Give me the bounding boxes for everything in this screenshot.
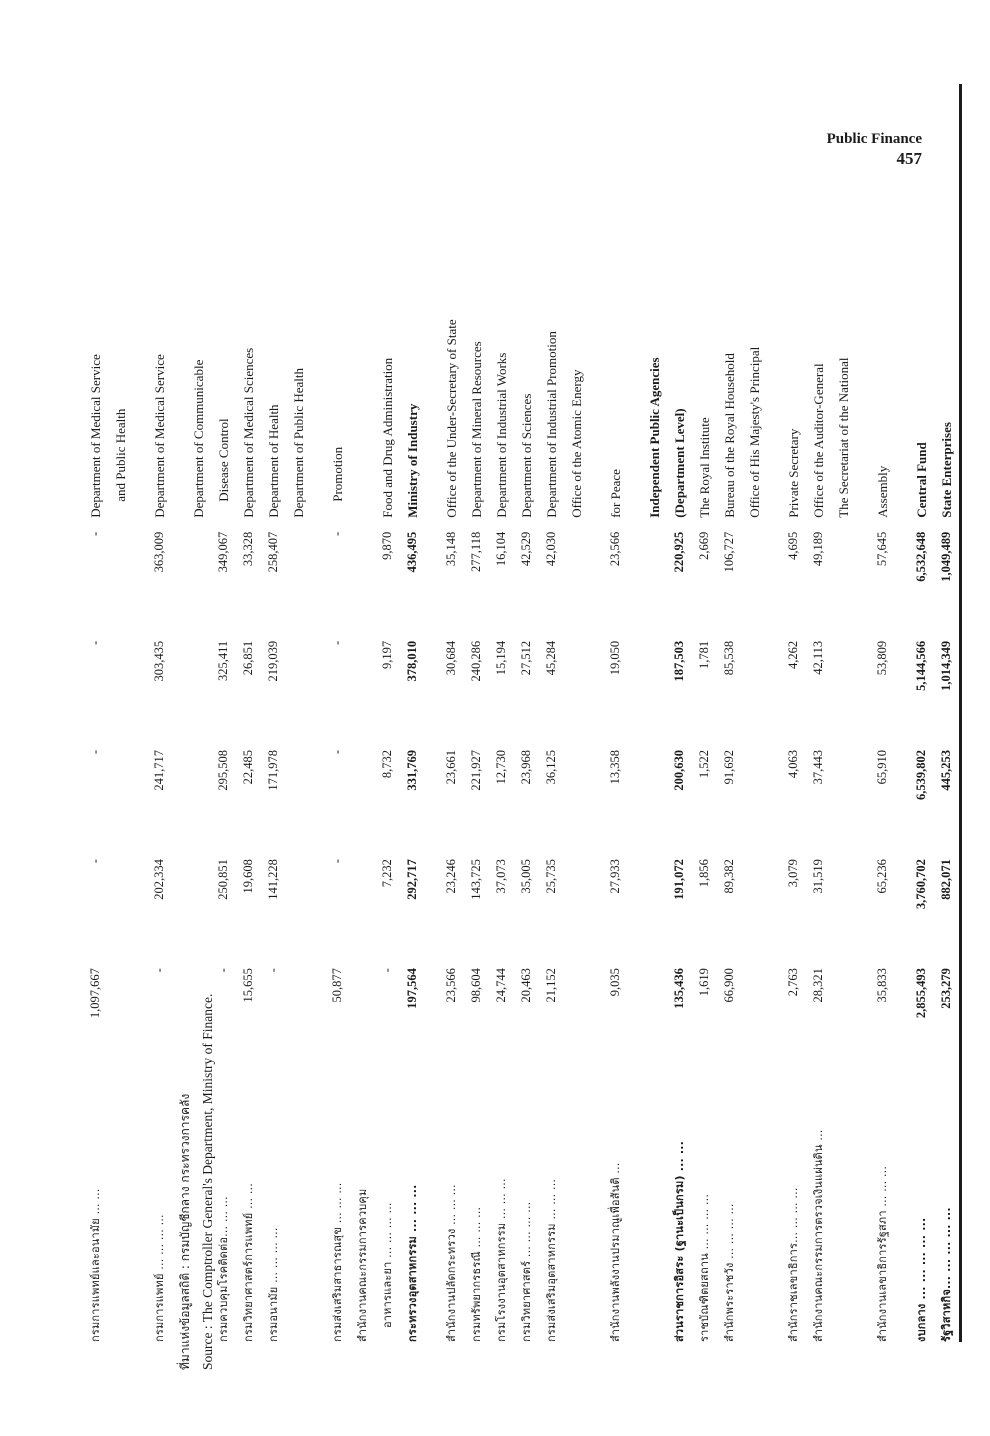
table-bottom-rule [959, 84, 961, 1342]
value-cell: 42,529 [519, 531, 533, 567]
value-cell: 445,253 [939, 749, 953, 791]
value-cell [108, 742, 133, 851]
thai-label: กรมทรัพยากรธรณี ... ... ... [470, 1206, 483, 1342]
value-cell: 171,978 [266, 749, 280, 791]
table-row [692, 84, 717, 1342]
table-row [667, 84, 692, 1342]
value-cell: 295,508 [216, 749, 230, 791]
value-cell [642, 960, 667, 1069]
value-cell: 57,645 [875, 531, 889, 567]
thai-label [108, 1069, 133, 1342]
value-cell [831, 524, 856, 633]
value-cell: 19,608 [241, 859, 255, 894]
table-row [806, 84, 831, 1342]
table-row [400, 84, 425, 1342]
value-cell: 42,113 [811, 640, 825, 675]
value-cell [564, 960, 589, 1069]
value-cell [831, 742, 856, 851]
value-cell: 36,125 [544, 749, 558, 785]
value-cell: - [88, 749, 102, 755]
value-cell [350, 633, 375, 742]
thai-label [286, 1069, 311, 1342]
value-cell: 65,236 [875, 859, 889, 894]
value-cell [564, 524, 589, 633]
value-cell: 21,152 [544, 968, 558, 1003]
value-cell: 26,851 [241, 640, 255, 676]
english-label: Central Fund [914, 442, 929, 518]
value-cell: 24,744 [494, 968, 508, 1003]
value-cell: 325,411 [216, 640, 230, 682]
value-cell: 6,539,802 [914, 749, 928, 800]
thai-label: กระทรวงอุตสาหกรรม ... ... ... [406, 1184, 419, 1342]
english-label: Food and Drug Administration [380, 357, 395, 518]
value-cell: 35,148 [444, 531, 458, 567]
table-row [489, 84, 514, 1342]
english-label: (Department Level) [672, 408, 687, 518]
value-cell [286, 742, 311, 851]
thai-label [564, 1069, 589, 1342]
thai-label: กรมควบคุมโรคติดต่อ... ... ... [217, 1196, 230, 1342]
value-cell [831, 960, 856, 1069]
value-cell: 331,769 [405, 749, 419, 791]
value-cell: 1,097,667 [88, 968, 102, 1019]
thai-label: กรมส่งเสริมอุตสาหกรรม ... ... ... [545, 1178, 558, 1342]
table-row [286, 84, 311, 1342]
table-row [539, 84, 564, 1342]
row-spacer [133, 84, 147, 1342]
value-cell: 303,435 [152, 640, 166, 682]
english-label: Department of Sciences [519, 393, 534, 518]
value-cell: 27,512 [519, 640, 533, 676]
thai-label: กรมโรงงานอุตสาหกรรม ... ... ... [495, 1178, 508, 1342]
row-spacer [895, 84, 909, 1342]
english-label: Department of Medical Sciences [241, 347, 256, 518]
value-cell [642, 742, 667, 851]
value-cell: 37,073 [494, 859, 508, 894]
thai-label: สำนักงานพลังงานปรมาณูเพื่อสันติ ... [609, 1162, 622, 1342]
value-cell [286, 851, 311, 960]
english-label: Assembly [875, 465, 890, 518]
value-cell: 85,538 [722, 640, 736, 676]
english-label: Office of the Atomic Energy [569, 369, 584, 518]
row-spacer [425, 84, 439, 1342]
english-label: The Secretariat of the National [836, 357, 851, 518]
value-cell: 219,039 [266, 640, 280, 682]
value-cell: 65,910 [875, 749, 889, 785]
value-cell [642, 851, 667, 960]
thai-label: สำนักพระราชวัง ... ... ... ... [723, 1203, 736, 1342]
thai-label [831, 1069, 856, 1342]
english-label: Department of Industrial Promotion [544, 331, 559, 518]
english-label: State Enterprises [939, 422, 954, 518]
value-cell: 882,071 [939, 859, 953, 900]
value-cell [286, 960, 311, 1069]
value-cell [642, 633, 667, 742]
value-cell: 1,522 [697, 749, 711, 779]
table-row [83, 84, 108, 1342]
english-label: and Public Health [113, 408, 128, 502]
english-label: Disease Control [216, 418, 231, 502]
english-label: Department of Mineral Resources [469, 341, 484, 518]
source-english: Source : The Comptroller General's Department, Ministry of Finance. [200, 993, 215, 1370]
value-cell: 106,727 [722, 531, 736, 573]
value-cell: 23,968 [519, 749, 533, 785]
value-cell: 9,035 [608, 968, 622, 997]
table-row [717, 84, 742, 1342]
value-cell: 23,566 [444, 968, 458, 1003]
value-cell [564, 742, 589, 851]
value-cell: 50,877 [330, 968, 344, 1003]
row-spacer [856, 84, 870, 1342]
value-cell: 45,284 [544, 640, 558, 676]
value-cell: 66,900 [722, 968, 736, 1003]
thai-label: รัฐวิสาหกิจ... ... ... ... ... [940, 1207, 953, 1342]
table-row [909, 84, 934, 1342]
table-row [325, 84, 350, 1342]
english-label: Office of the Auditor-General [811, 363, 826, 518]
value-cell: 191,072 [672, 859, 686, 900]
thai-label: ราชบัณฑิตยสถาน ... ... ... ... [698, 1193, 711, 1342]
value-cell: 31,519 [811, 859, 825, 894]
table-row [439, 84, 464, 1342]
table-row [781, 84, 806, 1342]
value-cell: 19,050 [608, 640, 622, 676]
english-label: Office of the Under-Secretary of State [444, 319, 459, 518]
thai-label: ส่วนราชการอิสระ (ฐานะเป็นกรม) ... ... [673, 1140, 686, 1342]
english-label: Department of Communicable [191, 359, 206, 518]
value-cell: - [380, 968, 394, 973]
value-cell: 23,566 [608, 531, 622, 567]
value-cell [108, 851, 133, 960]
value-cell: 141,228 [266, 859, 280, 900]
value-cell: 27,933 [608, 859, 622, 894]
thai-label: กรมอนามัย ... ... ... ... [267, 1227, 280, 1342]
table-row [350, 84, 375, 1342]
table-row [831, 84, 856, 1342]
value-cell: 202,334 [152, 859, 166, 900]
thai-label: สำนักงานเลขาธิการรัฐสภา ... ... ... [876, 1165, 889, 1342]
value-cell [742, 851, 767, 960]
table-row [934, 84, 959, 1342]
table-row [236, 84, 261, 1342]
value-cell: 436,495 [405, 531, 419, 573]
value-cell [742, 742, 767, 851]
table-row [564, 84, 589, 1342]
value-cell: 221,927 [469, 749, 483, 791]
english-label: Independent Public Agencies [647, 357, 662, 518]
thai-label: กรมส่งเสริมสาธารณสุข ... ... ... [331, 1182, 344, 1342]
row-spacer [311, 84, 325, 1342]
value-cell: 3,079 [786, 859, 800, 888]
value-cell: 197,564 [405, 968, 419, 1009]
value-cell [350, 851, 375, 960]
english-label: Private Secretary [786, 428, 801, 518]
english-label: Ministry of Industry [405, 403, 420, 518]
value-cell: - [330, 859, 344, 864]
value-cell: 1,619 [697, 968, 711, 997]
value-cell [742, 633, 767, 742]
row-spacer [589, 84, 603, 1342]
source-thai: ที่มาแห่งข้อมูลสถิติ : กรมบัญชีกลาง กระทรวงการคลัง [178, 1093, 192, 1370]
value-cell: 98,604 [469, 968, 483, 1003]
value-cell [350, 960, 375, 1069]
value-cell: 2,669 [697, 531, 711, 560]
value-cell: 3,760,702 [914, 859, 928, 910]
table-row [603, 84, 628, 1342]
table-row [375, 84, 400, 1342]
english-label: Department of Industrial Works [494, 352, 509, 518]
value-cell: 241,717 [152, 749, 166, 791]
value-cell: 30,684 [444, 640, 458, 676]
value-cell: 240,286 [469, 640, 483, 682]
value-cell: 250,851 [216, 859, 230, 900]
thai-label: กรมการแพทย์และอนามัย ... ... [89, 1188, 102, 1342]
value-cell [564, 633, 589, 742]
value-cell [350, 524, 375, 633]
value-cell: 53,809 [875, 640, 889, 676]
value-cell: 12,730 [494, 749, 508, 785]
table-row [261, 84, 286, 1342]
value-cell: 9,197 [380, 640, 394, 669]
value-cell: 4,063 [786, 749, 800, 779]
value-cell: - [88, 640, 102, 646]
english-label: Department of Medical Service [88, 354, 103, 518]
value-cell [108, 633, 133, 742]
value-cell [742, 960, 767, 1069]
value-cell: 4,262 [786, 640, 800, 669]
value-cell: 187,503 [672, 640, 686, 682]
value-cell: 143,725 [469, 859, 483, 900]
thai-label: สำนักงานคณะกรรมการควบคุม [356, 1188, 369, 1342]
value-cell: 13,358 [608, 749, 622, 785]
value-cell: 135,436 [672, 968, 686, 1009]
value-cell: 292,717 [405, 859, 419, 900]
value-cell [108, 524, 133, 633]
value-cell: 349,067 [216, 531, 230, 573]
value-cell: - [330, 531, 344, 536]
english-label: The Royal Institute [697, 417, 712, 518]
value-cell [564, 851, 589, 960]
value-cell: - [330, 640, 344, 646]
value-cell: 220,925 [672, 531, 686, 573]
page-number: 457 [896, 149, 922, 168]
thai-label: สำนักราชเลขาธิการ... ... ... ... [787, 1187, 800, 1342]
value-cell: 9,870 [380, 531, 394, 560]
value-cell: 23,661 [444, 749, 458, 785]
row-spacer [767, 84, 781, 1342]
thai-label: งบกลาง ... ... ... ... ... [915, 1217, 928, 1342]
table-row [742, 84, 767, 1342]
value-cell: 363,009 [152, 531, 166, 573]
value-cell: 42,030 [544, 531, 558, 567]
value-cell: 25,735 [544, 859, 558, 894]
value-cell: - [88, 531, 102, 536]
value-cell: 7,232 [380, 859, 394, 888]
value-cell: 1,014,349 [939, 640, 953, 691]
value-cell [286, 524, 311, 633]
value-cell [642, 524, 667, 633]
value-cell: 253,279 [939, 968, 953, 1009]
english-label: Bureau of the Royal Household [722, 353, 737, 518]
value-cell: 378,010 [405, 640, 419, 682]
thai-label: กรมการแพทย์ ... ... ... ... [153, 1214, 166, 1342]
value-cell [108, 960, 133, 1069]
english-label [350, 84, 375, 524]
value-cell [186, 742, 211, 851]
value-cell: 35,833 [875, 968, 889, 1003]
value-cell [186, 633, 211, 742]
value-cell: - [216, 968, 230, 973]
row-spacer [628, 84, 642, 1342]
value-cell: 89,382 [722, 859, 736, 894]
value-cell: 6,532,648 [914, 531, 928, 582]
thai-label: สำนักงานคณะกรรมการตรวจเงินแผ่นดิน ... [812, 1129, 825, 1342]
table-row [464, 84, 489, 1342]
english-label: Department of Medical Service [152, 354, 167, 518]
table-row [147, 84, 172, 1342]
value-cell: 49,189 [811, 531, 825, 567]
value-cell [186, 851, 211, 960]
value-cell: - [88, 859, 102, 864]
value-cell: 2,855,493 [914, 968, 928, 1019]
value-cell: - [152, 968, 166, 973]
value-cell: 15,194 [494, 640, 508, 676]
value-cell: 23,246 [444, 859, 458, 894]
value-cell: 16,104 [494, 531, 508, 567]
value-cell [742, 524, 767, 633]
value-cell: 2,763 [786, 968, 800, 997]
value-cell: 1,856 [697, 859, 711, 888]
value-cell [286, 633, 311, 742]
value-cell: 91,692 [722, 749, 736, 785]
value-cell: 1,049,489 [939, 531, 953, 582]
value-cell: 8,732 [380, 749, 394, 779]
value-cell: 1,781 [697, 640, 711, 669]
value-cell: 33,328 [241, 531, 255, 567]
thai-label [742, 1069, 767, 1342]
value-cell: 35,005 [519, 859, 533, 894]
value-cell: 200,630 [672, 749, 686, 791]
value-cell: 28,321 [811, 968, 825, 1003]
thai-label: อาหารและยา ... ... ... ... [381, 1202, 394, 1328]
section-title: Public Finance [826, 131, 922, 147]
value-cell [831, 633, 856, 742]
value-cell: 258,407 [266, 531, 280, 573]
table-row [642, 84, 667, 1342]
thai-label: กรมวิทยาศาสตร์ ... ... ... ... [520, 1201, 533, 1342]
value-cell [186, 524, 211, 633]
value-cell: - [330, 749, 344, 755]
english-label: Office of His Majesty's Principal [747, 346, 762, 518]
value-cell: 5,144,566 [914, 640, 928, 691]
value-cell: 20,463 [519, 968, 533, 1003]
english-label: Promotion [330, 446, 345, 502]
value-cell: 277,118 [469, 531, 483, 572]
english-label: Department of Health [266, 404, 281, 518]
value-cell: 4,695 [786, 531, 800, 560]
thai-label: สำนักงานปลัดกระทรวง ... ... ... [445, 1184, 458, 1342]
value-cell: 15,655 [241, 968, 255, 1003]
value-cell [831, 851, 856, 960]
table-row [108, 84, 133, 1342]
value-cell [350, 742, 375, 851]
table-row [514, 84, 539, 1342]
english-label: Department of Public Health [291, 367, 306, 518]
value-cell: 22,485 [241, 749, 255, 785]
value-cell: - [266, 968, 280, 973]
table-row [870, 84, 895, 1342]
thai-label [642, 1069, 667, 1342]
english-label: for Peace [608, 469, 623, 518]
value-cell: 37,443 [811, 749, 825, 785]
thai-label: กรมวิทยาศาสตร์การแพทย์ ... ... [242, 1183, 255, 1342]
